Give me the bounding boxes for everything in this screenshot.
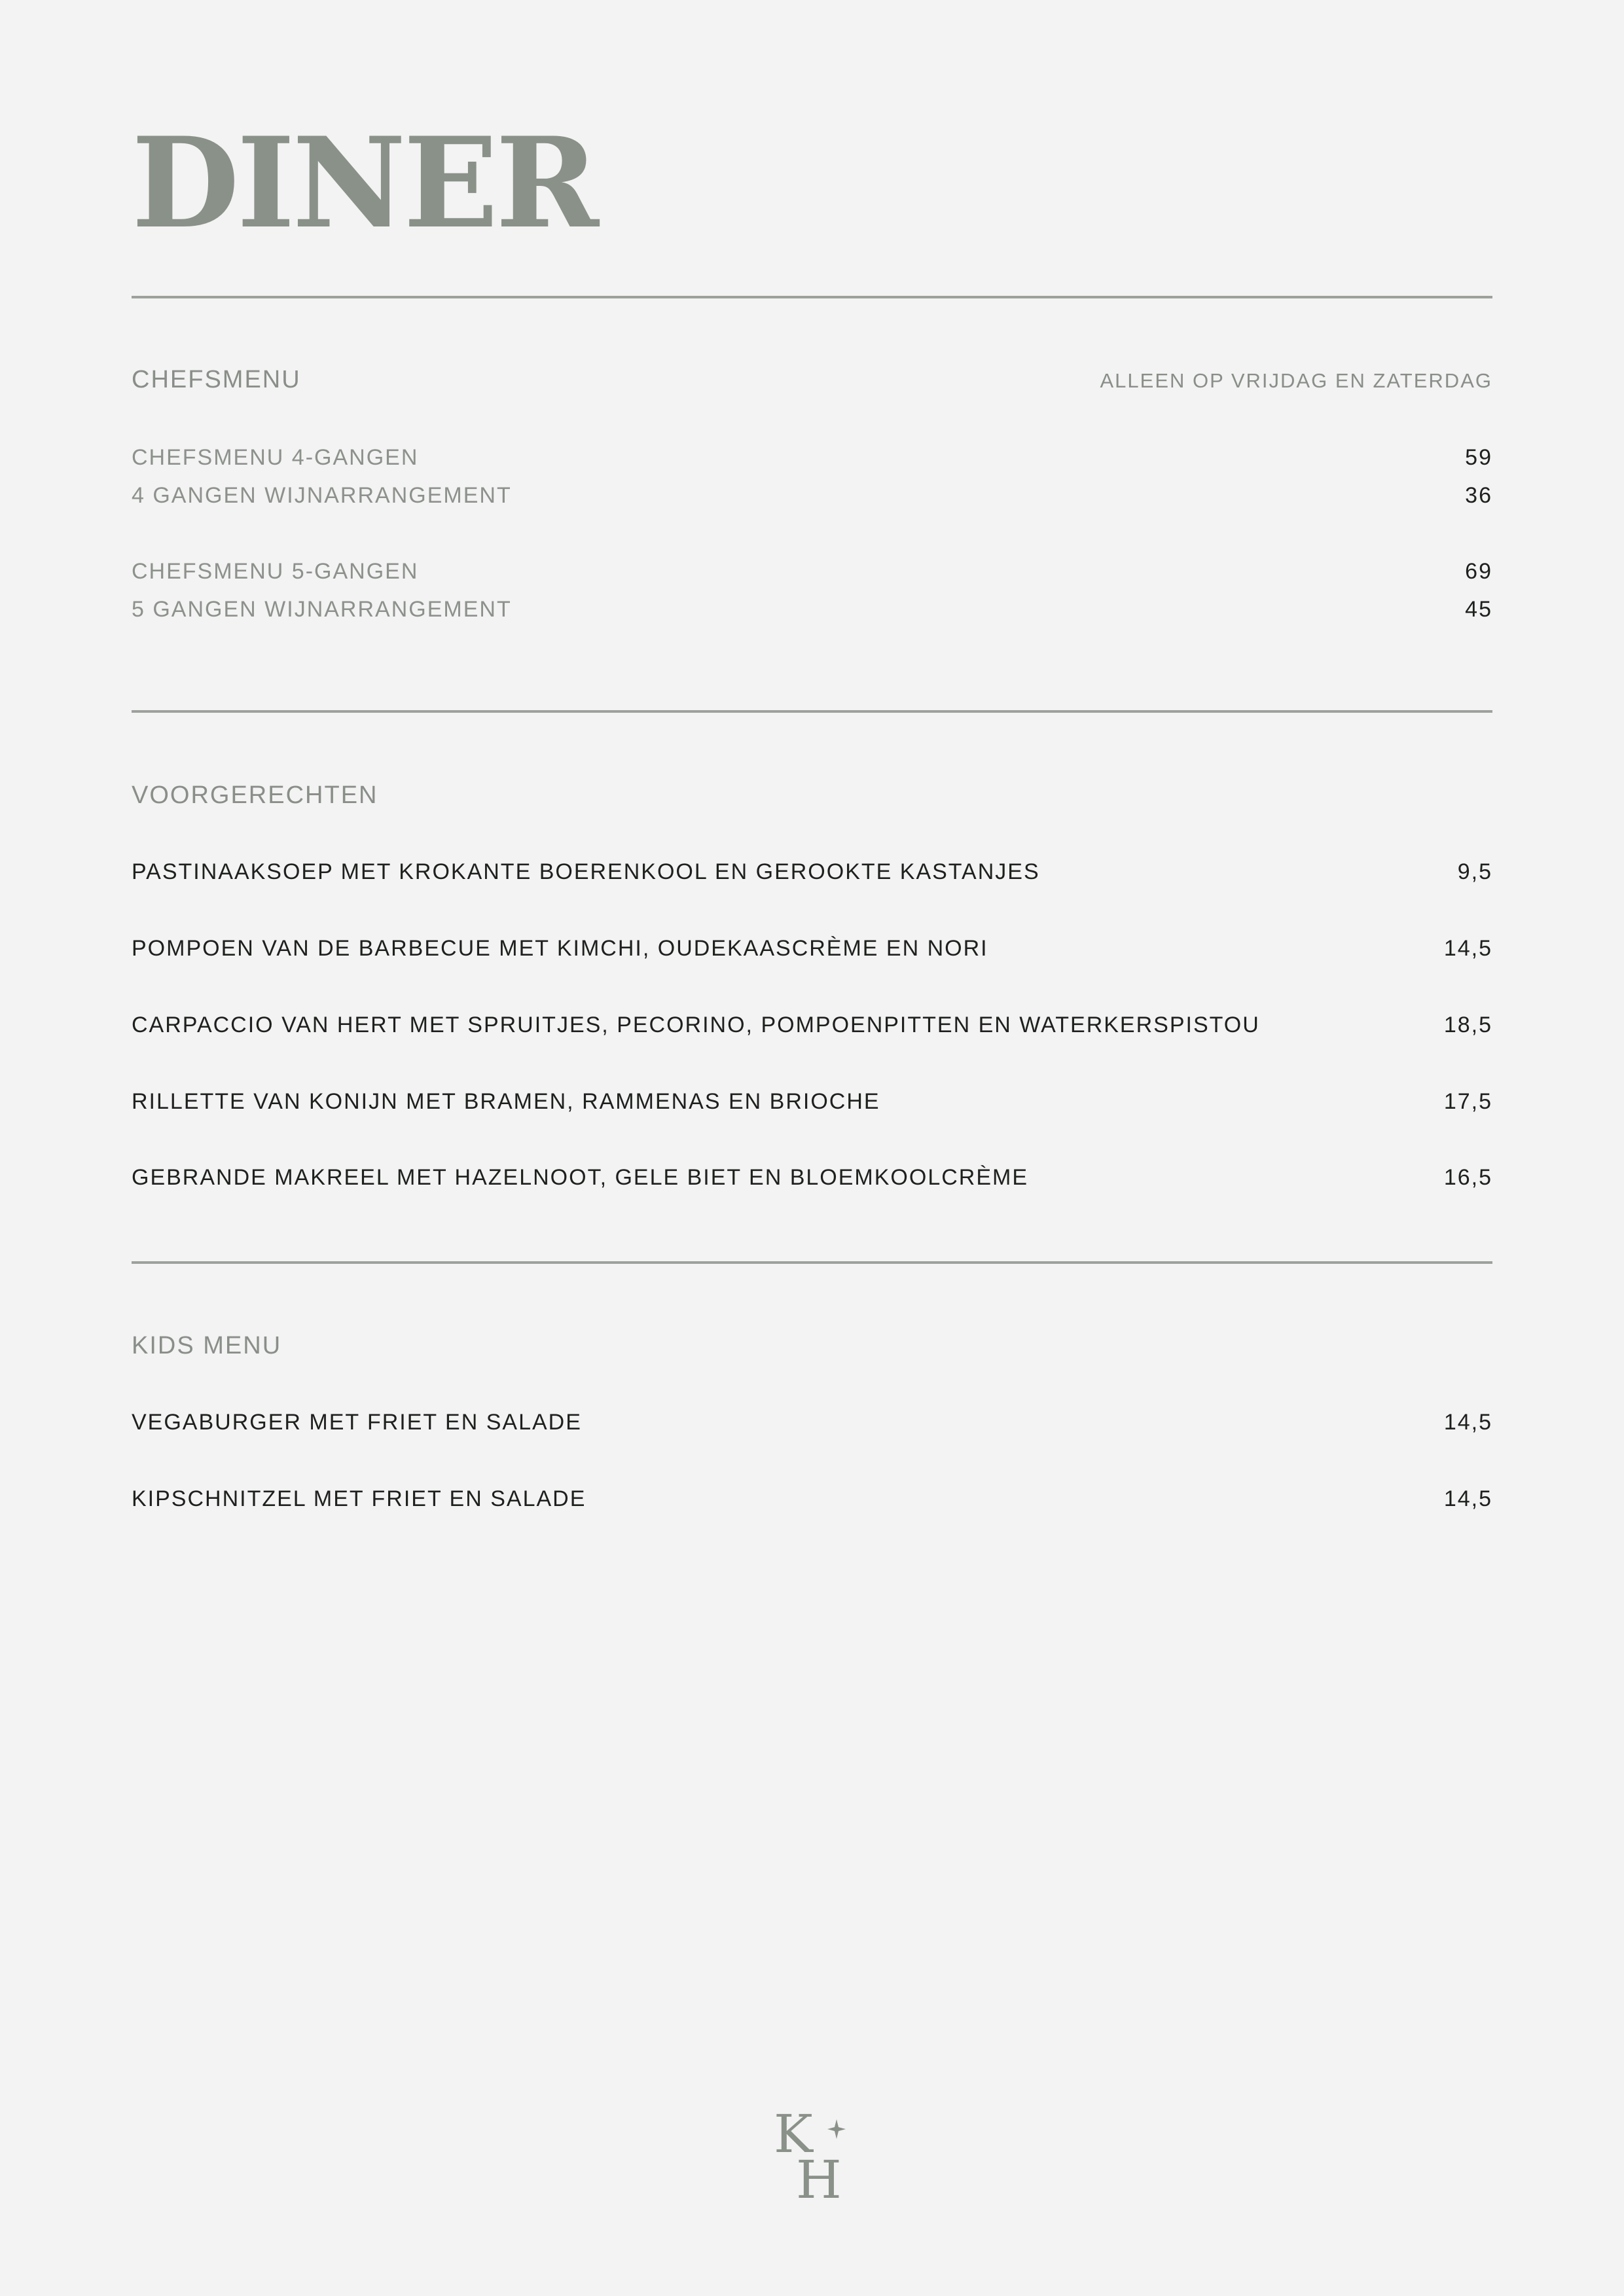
menu-item [132, 1406, 1492, 1439]
menu-item-label: GEBRANDE MAKREEL MET HAZELNOOT, GELE BIET EN BLOEMKOOLCRÈME [132, 1165, 1029, 1190]
menu-page [132, 0, 1492, 2296]
logo-letter-h: H [796, 2149, 842, 2204]
sparkle-icon [827, 2119, 846, 2139]
menu-item-price: 45 [1465, 597, 1492, 622]
menu-item-price: 36 [1465, 483, 1492, 508]
divider-top [132, 296, 1492, 298]
menu-item-price: 14,5 [1443, 1486, 1492, 1511]
menu-item [132, 593, 1492, 626]
section-heading-chefsmenu: CHEFSMENU [132, 366, 301, 393]
menu-item-label: POMPOEN VAN DE BARBECUE MET KIMCHI, OUDEKAASCRÈME EN NORI [132, 936, 988, 961]
kh-monogram-logo [772, 2106, 851, 2204]
logo-letter-k: K [774, 2106, 813, 2164]
menu-item [132, 479, 1492, 512]
menu-item-price: 14,5 [1443, 1410, 1492, 1435]
section-heading-voorgerechten: VOORGERECHTEN [132, 781, 378, 809]
menu-item [132, 1009, 1492, 1041]
menu-item-price: 59 [1465, 445, 1492, 470]
divider-chefsmenu [132, 710, 1492, 713]
menu-item-label: 5 GANGEN WIJNARRANGEMENT [132, 597, 512, 622]
section-heading-kids-menu: KIDS MENU [132, 1332, 282, 1359]
menu-item-label: VEGABURGER MET FRIET EN SALADE [132, 1410, 582, 1435]
menu-item [132, 1161, 1492, 1194]
chefsmenu-availability-note: ALLEEN OP VRIJDAG EN ZATERDAG [1100, 369, 1492, 392]
menu-item-label: CHEFSMENU 5-GANGEN [132, 559, 419, 584]
menu-item-label: CHEFSMENU 4-GANGEN [132, 445, 419, 470]
menu-item-price: 69 [1465, 559, 1492, 584]
menu-item [132, 555, 1492, 588]
menu-item-price: 18,5 [1443, 1013, 1492, 1037]
menu-item-label: KIPSCHNITZEL MET FRIET EN SALADE [132, 1486, 586, 1511]
menu-item-price: 17,5 [1443, 1089, 1492, 1114]
page-title: DINER [132, 110, 597, 256]
menu-item [132, 855, 1492, 888]
menu-item-price: 9,5 [1457, 859, 1492, 884]
menu-item-label: 4 GANGEN WIJNARRANGEMENT [132, 483, 512, 508]
menu-item-label: PASTINAAKSOEP MET KROKANTE BOERENKOOL EN GEROOKTE KASTANJES [132, 859, 1040, 884]
menu-item [132, 1085, 1492, 1118]
menu-item-price: 16,5 [1443, 1165, 1492, 1190]
menu-item [132, 932, 1492, 965]
menu-item-price: 14,5 [1443, 936, 1492, 961]
menu-item-label: RILLETTE VAN KONIJN MET BRAMEN, RAMMENAS EN BRIOCHE [132, 1089, 880, 1114]
menu-item-label: CARPACCIO VAN HERT MET SPRUITJES, PECORINO, POMPOENPITTEN EN WATERKERSPISTOU [132, 1013, 1260, 1037]
menu-item [132, 441, 1492, 474]
divider-voorgerechten [132, 1261, 1492, 1264]
menu-item [132, 1482, 1492, 1515]
